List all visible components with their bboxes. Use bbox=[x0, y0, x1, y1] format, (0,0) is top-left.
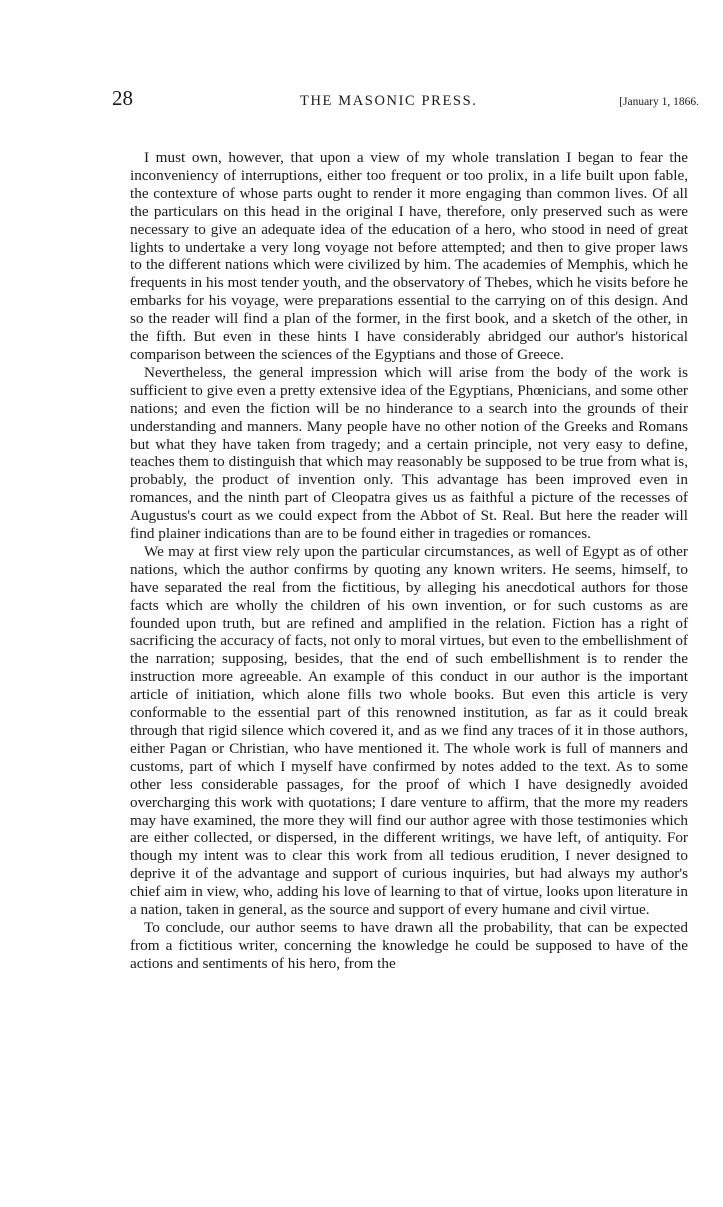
running-title: THE MASONIC PRESS. bbox=[300, 93, 478, 109]
page-number: 28 bbox=[112, 86, 133, 110]
paragraph: To conclude, our author seems to have drawn all the probability, that can be expected from a fictitious writer, concerning the knowledge he could be supposed to have of the actions and sentiments of his hero, from the bbox=[130, 918, 688, 972]
paragraph: Nevertheless, the general impression which will arise from the body of the work is sufficient to give even a pretty extensive idea of the Egyptians, Phœnicians, and some other nations; and even the fiction will be no hinderance to a search into the grounds of their understanding and manners. Many people have no other notion of the Greeks and Romans but what they have taken from tragedy; and a certain principle, not very easy to define, teaches them to distinguish that which may reasonably be supposed to be true from what is, probably, the product of invention only. This advantage has been improved even in romances, and the ninth part of Cleopatra gives us as faithful a picture of the recesses of Augustus's court as we could expect from the Abbot of St. Real. But here the reader will find plainer indications than are to be found either in tragedies or romances. bbox=[130, 363, 688, 543]
article-body bbox=[130, 149, 688, 973]
issue-date: [January 1, 1866. bbox=[619, 96, 699, 108]
paragraph: We may at first view rely upon the particular circumstances, as well of Egypt as of other nations, which the author confirms by quoting any known writers. He seems, himself, to have separated the real from the fictitious, by alleging his anecdotical authors for those facts which are wholly the children of his own invention, or for such customs as are founded upon truth, but are refined and amplified in the relation. Fiction has a right of sacrificing the accuracy of facts, not only to moral virtues, but even to the embellishment of the narration; supposing, besides, that the end of such embellishment is to render the instruction more agreeable. An example of this conduct in our author is the important article of initiation, which alone fills two whole books. But even this article is very conformable to the essential part of this renowned institution, as far as it could break through that rigid silence which covered it, and as we find any traces of it in those authors, either Pagan or Christian, who have mentioned it. The whole work is full of manners and customs, part of which I myself have confirmed by notes added to the text. As to some other less considerable passages, for the proof of which I have designedly avoided overcharging this work with quotations; I dare venture to affirm, that the more my readers may have examined, the more they will find our author agree with those testimonies which are either collected, or dispersed, in the different writings, we have left, of antiquity. For though my intent was to clear this work from all tedious erudition, I never designed to deprive it of the advantage and support of curious inquiries, but had always my author's chief aim in view, who, adding his love of learning to that of virtue, looks upon literature in a nation, taken in general, as the source and support of every humane and civil virtue. bbox=[130, 542, 688, 919]
paragraph: I must own, however, that upon a view of my whole translation I began to fear the inconveniency of interruptions, either too frequent or too prolix, in a life built upon fable, the contexture of whose parts ought to render it more engaging than common lives. Of all the particulars on this head in the original I have, therefore, only preserved such as were necessary to give an adequate idea of the education of a hero, who stood in need of great lights to undertake a very long voyage not before attempted; and then to give proper laws to the different nations which were civilized by him. The academies of Memphis, which he frequents in his most tender youth, and the observatory of Thebes, which he visits before he embarks for his voyage, were preparations essential to the carrying on of this design. And so the reader will find a plan of the former, in the first book, and a sketch of the other, in the fifth. But even in these hints I have considerably abridged our author's historical comparison between the sciences of the Egyptians and those of Greece. bbox=[130, 149, 688, 363]
page-header bbox=[106, 0, 699, 110]
